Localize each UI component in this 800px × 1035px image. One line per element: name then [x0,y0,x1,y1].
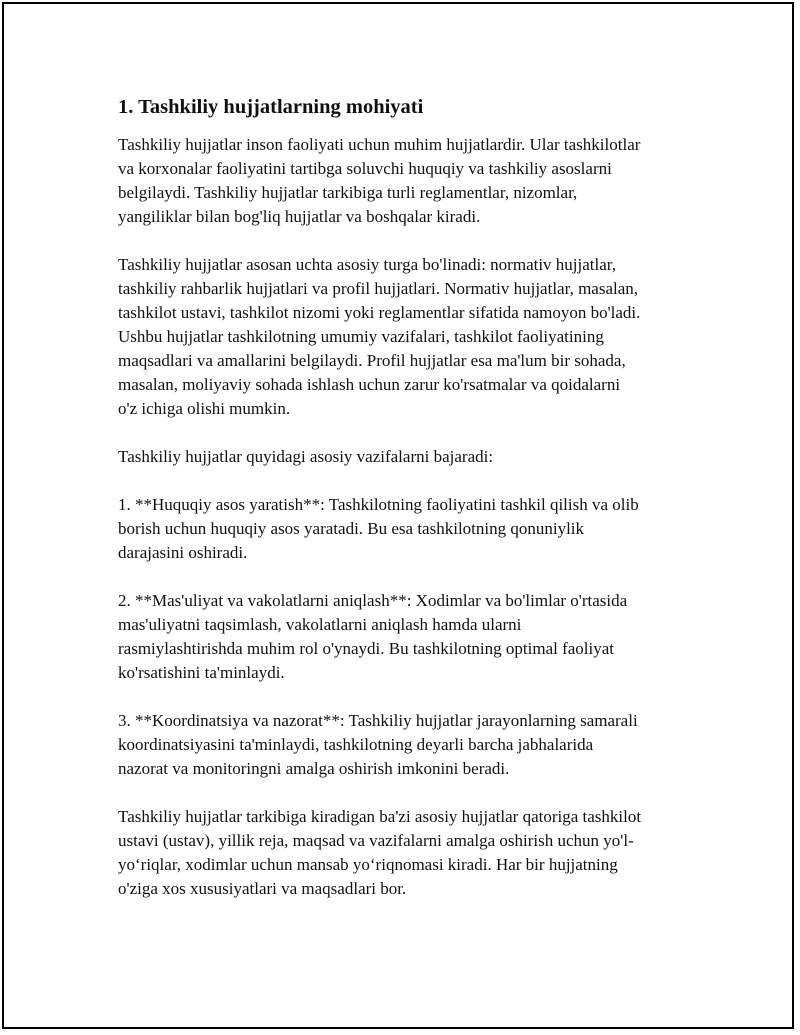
text-line: Tashkiliy hujjatlar quyidagi asosiy vazifalarni bajaradi: [118,447,494,466]
text-line: ko'rsatishini ta'minlaydi. [118,663,285,682]
text-line: nazorat va monitoringni amalga oshirish imkonini beradi. [118,759,510,778]
text-line: Tashkiliy hujjatlar tarkibiga kiradigan ba'zi asosiy hujjatlar qatoriga tashkilot [118,807,642,826]
text-line: o'ziga xos xususiyatlari va maqsadlari bor. [118,879,407,898]
text-line: yo‘riqlar, xodimlar uchun mansab yo‘riqnomasi kiradi. Har bir hujjatning [118,855,618,874]
document-body [118,95,698,925]
paragraph [118,493,698,565]
text-line: masalan, moliyaviy sohada ishlash uchun zarur ko'rsatmalar va qoidalarni [118,375,621,394]
text-line: tashkilot ustavi, tashkilot nizomi yoki reglamentlar sifatida namoyon bo'ladi. [118,303,641,322]
paragraph [118,805,698,901]
text-line: Ushbu hujjatlar tashkilotning umumiy vazifalari, tashkilot faoliyatining [118,327,604,346]
text-line: mas'uliyatni taqsimlash, vakolatlarni aniqlash hamda ularni [118,615,522,634]
text-line: 3. **Koordinatsiya va nazorat**: Tashkiliy hujjatlar jarayonlarning samarali [118,711,638,730]
text-line: yangiliklar bilan bog'liq hujjatlar va boshqalar kiradi. [118,207,481,226]
paragraph-list [118,133,698,901]
section-heading: 1. Tashkiliy hujjatlarning mohiyati [118,96,424,118]
text-line: koordinatsiyasini ta'minlaydi, tashkilotning deyarli barcha jabhalarida [118,735,594,754]
text-line: borish uchun huquqiy asos yaratadi. Bu esa tashkilotning qonuniylik [118,519,585,538]
text-line: tashkiliy rahbarlik hujjatlari va profil hujjatlari. Normativ hujjatlar, masalan, [118,279,639,298]
text-line: maqsadlari va amallarini belgilaydi. Profil hujjatlar esa ma'lum bir sohada, [118,351,626,370]
paragraph [118,589,698,685]
text-line: darajasini oshiradi. [118,543,248,562]
text-line: va korxonalar faoliyatini tartibga soluvchi huquqiy va tashkiliy asoslarni [118,159,612,178]
text-line: Tashkiliy hujjatlar inson faoliyati uchun muhim hujjatlardir. Ular tashkilotlar [118,135,641,154]
text-line: Tashkiliy hujjatlar asosan uchta asosiy turga bo'linadi: normativ hujjatlar, [118,255,617,274]
text-line: ustavi (ustav), yillik reja, maqsad va vazifalarni amalga oshirish uchun yo'l- [118,831,634,850]
text-line: rasmiylashtirishda muhim rol o'ynaydi. Bu tashkilotning optimal faoliyat [118,639,615,658]
text-line: 2. **Mas'uliyat va vakolatlarni aniqlash**: Xodimlar va bo'limlar o'rtasida [118,591,628,610]
text-line: belgilaydi. Tashkiliy hujjatlar tarkibiga turli reglamentlar, nizomlar, [118,183,578,202]
text-line: 1. **Huquqiy asos yaratish**: Tashkilotning faoliyatini tashkil qilish va olib [118,495,639,514]
paragraph [118,253,698,421]
paragraph [118,709,698,781]
paragraph [118,445,698,469]
text-line: o'z ichiga olishi mumkin. [118,399,291,418]
paragraph [118,133,698,229]
